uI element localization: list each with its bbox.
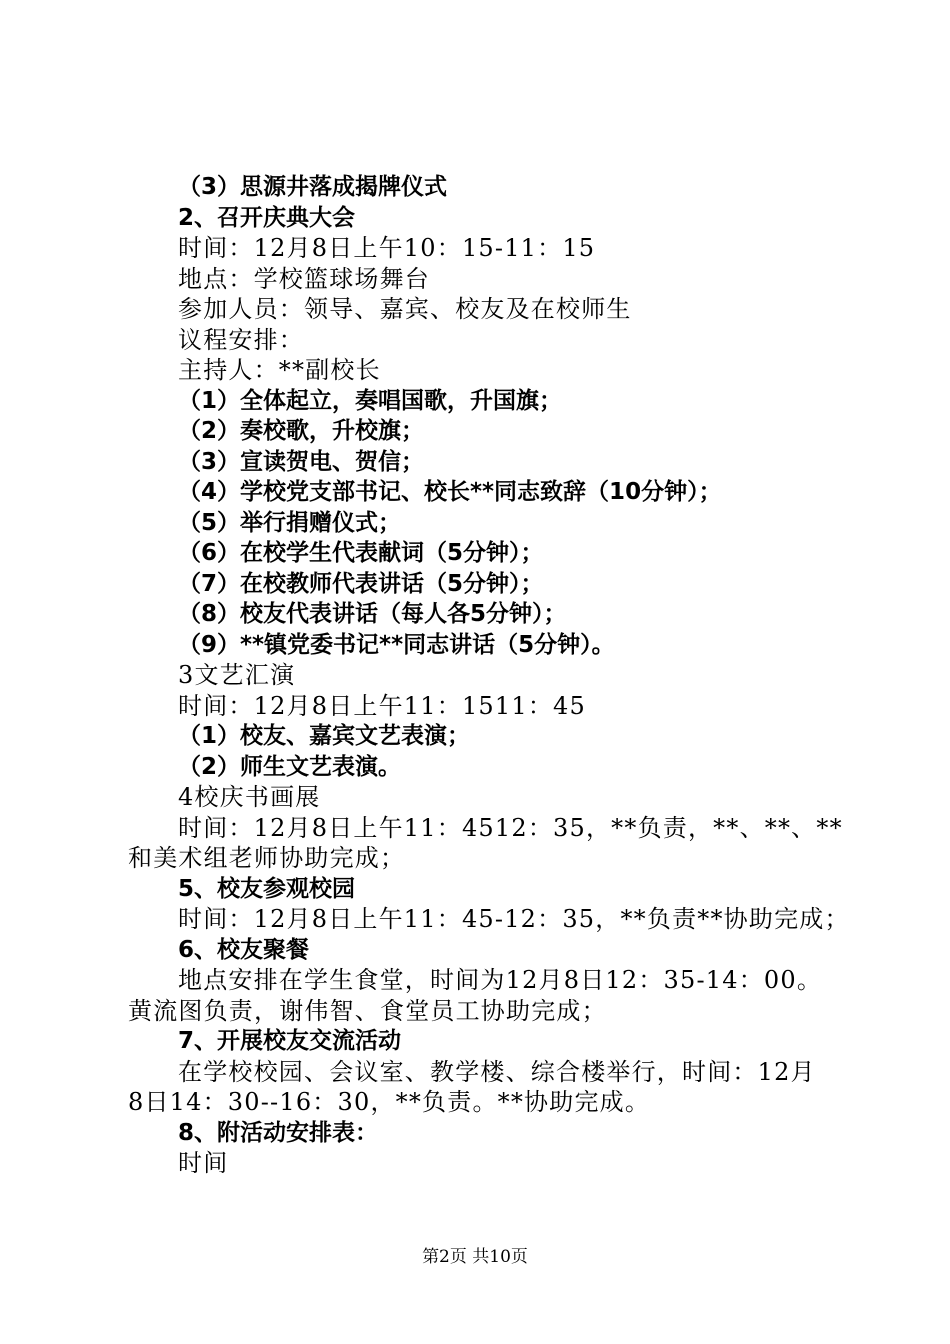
text-line: 主持人：**副校长	[178, 356, 381, 384]
text-line: 时间：12月8日上午11：1511：45	[178, 691, 586, 720]
page-footer: 第2页 共10页	[422, 1247, 528, 1267]
section-heading: （3）宣读贺电、贺信；	[178, 448, 425, 475]
text-line: 时间：12月8日上午11：45-12：35，**负责**协助完成；	[178, 905, 850, 933]
text-line: 在学校校园、会议室、教学楼、综合楼举行，时间：12月	[178, 1057, 816, 1086]
section-heading: （1）校友、嘉宾文艺表演；	[178, 723, 471, 749]
text-line: 8日14：30--16：30，**负责。**协助完成。	[128, 1088, 651, 1116]
section-heading: （8）校友代表讲话（每人各5分钟）；	[178, 601, 567, 627]
section-heading: （9）**镇党委书记**同志讲话（5分钟）。	[178, 631, 615, 658]
text-line: 3文艺汇演	[178, 661, 296, 689]
text-line: 和美术组老师协助完成；	[128, 844, 406, 872]
section-heading: （6）在校学生代表献词（5分钟）；	[178, 540, 544, 566]
section-heading: 5、校友参观校园	[178, 875, 356, 902]
text-line: 时间：12月8日上午11：4512：35，**负责，**、**、**	[178, 813, 843, 842]
section-heading: （7）在校教师代表讲话（5分钟）；	[178, 570, 544, 597]
text-line: 时间：12月8日上午10：15-11：15	[178, 234, 596, 262]
text-line: 时间	[178, 1149, 229, 1177]
section-heading: （4）学校党支部书记、校长**同志致辞（10分钟）；	[178, 479, 722, 505]
section-heading: 6、校友聚餐	[178, 936, 310, 963]
section-heading: （2）奏校歌，升校旗；	[178, 418, 425, 444]
text-line: 地点：学校篮球场舞台	[178, 264, 430, 293]
text-line: 地点安排在学生食堂，时间为12月8日12：35-14：00。	[178, 966, 823, 994]
section-heading: （5）举行捐赠仪式；	[178, 509, 402, 536]
document-body	[0, 172, 950, 1179]
text-line: 议程安排：	[178, 325, 304, 354]
section-heading: （1）全体起立，奏唱国歌，升国旗；	[178, 387, 563, 414]
section-heading: （2）师生文艺表演。	[178, 753, 402, 780]
text-line: 参加人员：领导、嘉宾、校友及在校师生	[178, 295, 632, 323]
text-line: 黄流图负责，谢伟智、食堂员工协助完成；	[128, 996, 607, 1025]
section-heading: 8、附活动安排表：	[178, 1119, 379, 1146]
section-heading: 2、召开庆典大会	[178, 204, 356, 231]
section-heading: （3）思源井落成揭牌仪式	[178, 174, 448, 200]
text-line: 4校庆书画展	[178, 783, 321, 811]
section-heading: 7、开展校友交流活动	[178, 1028, 402, 1054]
